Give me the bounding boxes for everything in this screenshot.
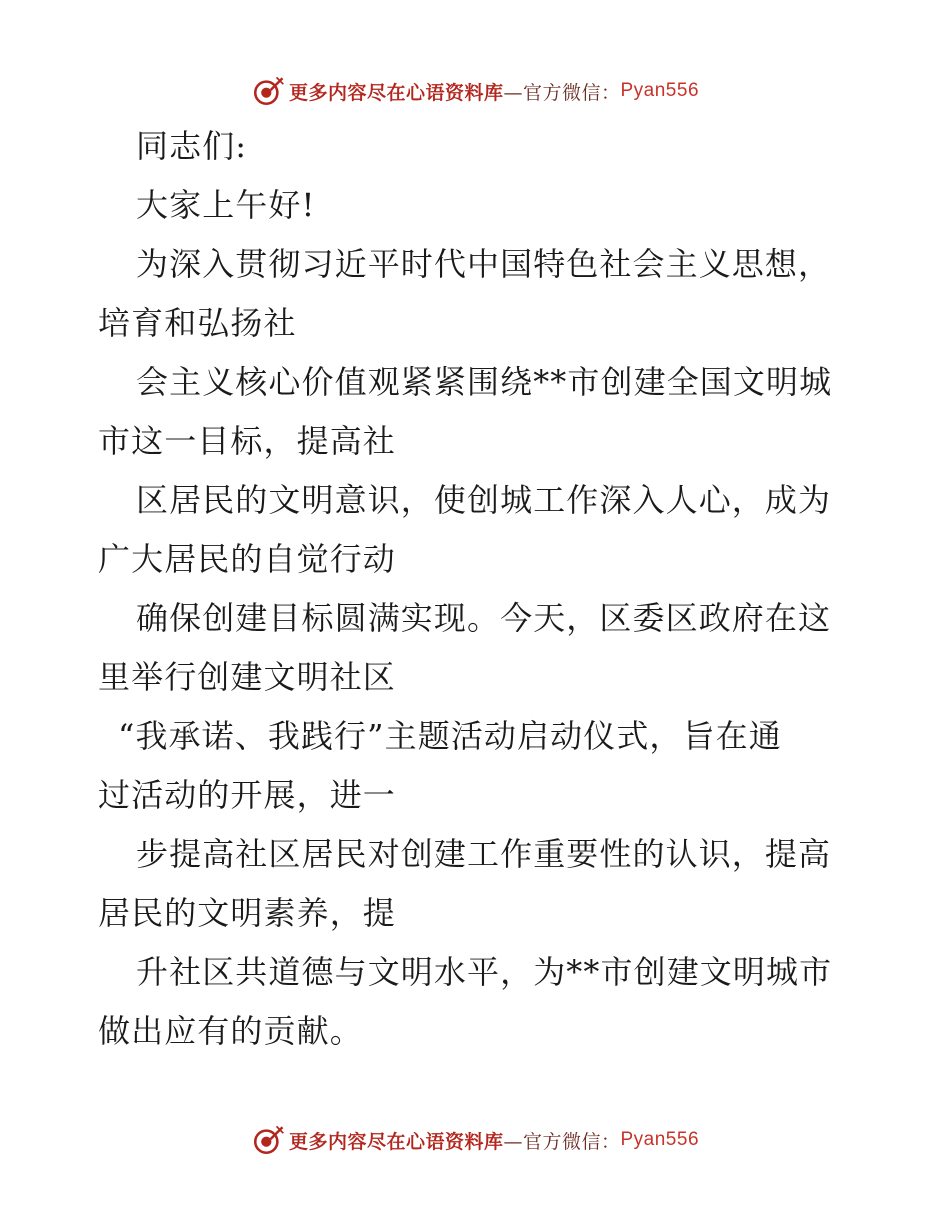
pen-logo-icon xyxy=(251,1123,285,1157)
footer-watermark xyxy=(0,1120,950,1160)
text-line: 居民的文明素养，提 xyxy=(98,894,396,932)
text-line: 会主义核心价值观紧紧围绕**市创建全国文明城 xyxy=(136,363,833,401)
watermark-site-text: 更多内容尽在心语资料库 xyxy=(288,1130,504,1153)
watermark-wechat-id: Pyan556 xyxy=(620,1129,700,1150)
text-line: 同志们: xyxy=(136,127,248,165)
text-line: 做出应有的贡献。 xyxy=(98,1012,363,1050)
watermark-wechat-label: —官方微信： xyxy=(503,81,621,104)
text-line: 步提高社区居民对创建工作重要性的认识，提高 xyxy=(136,835,832,873)
watermark-wechat-label: —官方微信： xyxy=(503,1130,621,1153)
text-line: 广大居民的自觉行动 xyxy=(98,540,396,578)
text-line: 升社区共道德与文明水平，为**市创建文明城市 xyxy=(136,953,833,991)
watermark-wechat-id: Pyan556 xyxy=(620,80,700,101)
pen-logo-icon xyxy=(251,74,285,108)
text-line: “我承诺、我践行”主题活动启动仪式，旨在通 xyxy=(118,717,782,755)
header-watermark xyxy=(0,71,950,111)
watermark-site-text: 更多内容尽在心语资料库 xyxy=(288,81,504,104)
text-line: 市这一目标，提高社 xyxy=(98,422,396,460)
text-line: 过活动的开展，进一 xyxy=(98,776,396,814)
text-line: 区居民的文明意识，使创城工作深入人心，成为 xyxy=(136,481,832,519)
text-line: 大家上午好! xyxy=(136,186,316,224)
text-line: 里举行创建文明社区 xyxy=(98,658,396,696)
text-line: 培育和弘扬社 xyxy=(98,304,297,342)
text-line: 为深入贯彻习近平时代中国特色社会主义思想， xyxy=(136,245,832,283)
text-line: 确保创建目标圆满实现。今天，区委区政府在这 xyxy=(136,599,832,637)
